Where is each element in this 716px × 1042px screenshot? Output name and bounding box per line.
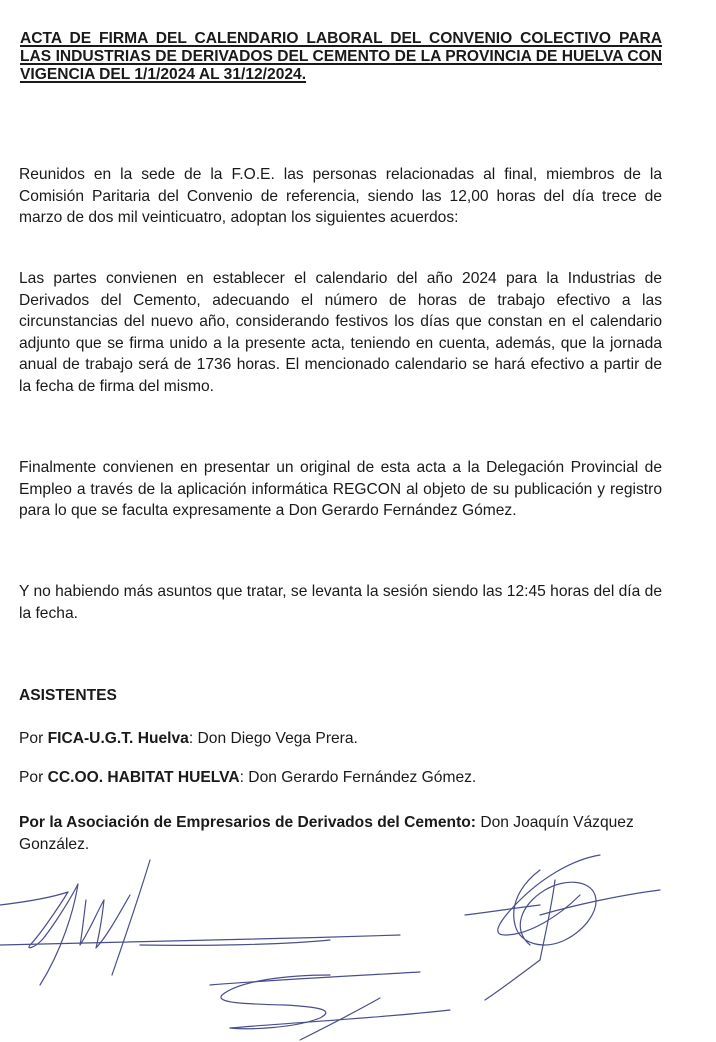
signatures-area: [0, 850, 716, 1042]
paragraph-closing: Y no habiendo más asuntos que tratar, se levanta la sesión siendo las 12:45 horas del día de la fecha.: [19, 583, 662, 622]
attendee-name: : Don Diego Vega Prera.: [188, 730, 358, 747]
attendees-heading: ASISTENTES: [19, 687, 117, 704]
attendee-line-ccoo: [19, 767, 669, 789]
attendee-name: : Don Gerardo Fernández Gómez.: [239, 769, 477, 786]
attendee-name: Don Joaquín Vázquez González.: [19, 814, 634, 853]
attendee-prefix: Por: [19, 730, 48, 747]
signature-left: [0, 860, 400, 985]
signature-bottom: [210, 972, 450, 1040]
paragraph-calendar: Las partes convienen en establecer el calendario del año 2024 para la Industrias de Derivados del Cemento, adecuando el número de horas de trabajo efectivo a las circunstancias del nuevo año, considerando festivos los días que constan en el calendario adjunto que se firma unido a la presente acta, teniendo en cuenta, además, que la jornada anual de trabajo será de 1736 horas. El mencionado calendario se hará efectivo a partir de la fecha de firma del mismo.: [19, 270, 662, 395]
attendee-line-employers: [19, 812, 669, 855]
attendee-org: Por la Asociación de Empresarios de Derivados del Cemento:: [19, 814, 476, 831]
paragraph-registration: Finalmente convienen en presentar un original de esta acta a la Delegación Provincial de Empleo a través de la aplicación informática REGCON al objeto de su publicación y registro para lo que se faculta expresamente a Don Gerardo Fernández Gómez.: [19, 459, 662, 519]
attendee-prefix: Por: [19, 769, 48, 786]
attendee-line-ugt: [19, 728, 669, 750]
document-title: ACTA DE FIRMA DEL CALENDARIO LABORAL DEL CONVENIO COLECTIVO PARA LAS INDUSTRIAS DE DERIVADOS DEL CEMENTO DE LA PROVINCIA DE HUELVA CON VIGENCIA DEL 1/1/2024 AL 31/12/2024.: [20, 30, 662, 83]
signature-right: [465, 855, 660, 1000]
attendee-org: FICA-U.G.T. Huelva: [47, 730, 189, 747]
paragraph-meeting: Reunidos en la sede de la F.O.E. las personas relacionadas al final, miembros de la Comisión Paritaria del Convenio de referencia, siendo las 12,00 horas del día trece de marzo de dos mil veinticuatro, adoptan los siguientes acuerdos:: [19, 166, 662, 226]
attendee-org: CC.OO. HABITAT HUELVA: [47, 769, 240, 786]
